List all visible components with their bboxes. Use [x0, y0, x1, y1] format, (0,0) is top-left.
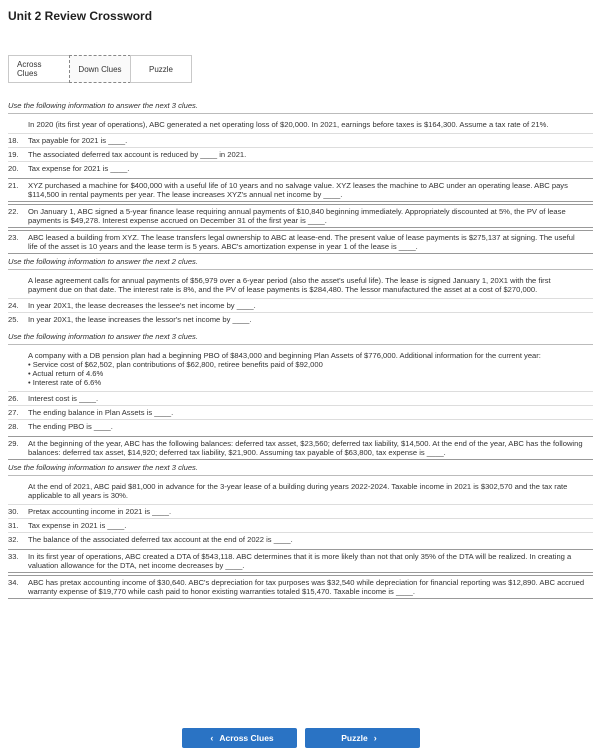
clue-text: On January 1, ABC signed a 5-year finance lease requiring annual payments of $10,840 beginning immediately. Appropriately discounted at 5%, the PV of lease payments is $49,278. Interest expense accrued on December 31 of the first year is ____. [28, 207, 566, 225]
clue-number: 32. [8, 535, 19, 544]
clue-text: The associated deferred tax account is reduced by ____ in 2021. [28, 150, 247, 159]
across-clues-button-label: Across Clues [219, 733, 274, 743]
clue-number: 31. [8, 521, 19, 530]
tab-down-clues[interactable]: Down Clues [69, 55, 131, 83]
group-passage [8, 348, 593, 391]
clue-number: 33. [8, 552, 19, 561]
group-passage: A lease agreement calls for annual payments of $56,979 over a 6-year period (also the asset's useful life). The lease is signed January 1, 20X1 with the first payment due on that date. The interest rate is 8%, and the PV of lease payments is $284,480. The lessor manufactured the asset at a cost of $270,000. [28, 276, 551, 294]
clue-text: In year 20X1, the lease decreases the lessee's net income by ____. [28, 301, 256, 310]
clue-24[interactable] [8, 298, 593, 312]
clue-33[interactable] [8, 549, 593, 573]
clue-18[interactable] [8, 133, 593, 147]
clue-text: At the beginning of the year, ABC has the following balances: deferred tax asset, $23,560; deferred tax liability, $14,500. At the end of the year, ABC has the following balances: deferred tax asset, $14,920; deferred tax liability, $21,900. Assuming tax payable of $63,800, tax expense is ____. [28, 439, 583, 457]
clue-29[interactable] [8, 436, 593, 460]
puzzle-button-label: Puzzle [341, 733, 368, 743]
clue-28[interactable] [8, 419, 593, 433]
chevron-right-icon: › [373, 733, 377, 743]
clue-number: 24. [8, 301, 19, 310]
clue-number: 34. [8, 578, 19, 587]
clue-number: 26. [8, 394, 19, 403]
tab-bar [8, 55, 191, 83]
clue-number: 21. [8, 181, 19, 190]
clue-23[interactable] [8, 230, 593, 254]
clue-19[interactable] [8, 147, 593, 161]
clue-number: 19. [8, 150, 19, 159]
clue-27[interactable] [8, 405, 593, 419]
tab-across-clues[interactable]: Across Clues [8, 55, 70, 83]
passage-bullets [28, 360, 581, 387]
clue-number: 23. [8, 233, 19, 242]
clue-text: Tax expense for 2021 is ____. [28, 164, 130, 173]
clue-text: Interest cost is ____. [28, 394, 99, 403]
clue-22[interactable] [8, 204, 593, 228]
clue-group-4 [8, 460, 593, 546]
clue-number: 30. [8, 507, 19, 516]
clue-text: XYZ purchased a machine for $400,000 with a useful life of 10 years and no salvage value. XYZ leases the machine to ABC under an operating lease. ABC pays $114,500 in rental payments per year. The lease increases XYZ's annual net income by ____. [28, 181, 568, 199]
clue-26[interactable] [8, 391, 593, 405]
group-passage: At the end of 2021, ABC paid $81,000 in advance for the 3-year lease of a building during years 2022-2024. Taxable income in 2021 is $302,570 and the tax rate applicable to all years is 30%. [28, 482, 568, 500]
clue-group-3 [8, 329, 593, 433]
clue-text: Tax expense in 2021 is ____. [28, 521, 127, 530]
clue-text: The ending PBO is ____. [28, 422, 113, 431]
bullet-item: • Service cost of $62,502, plan contributions of $62,800, retiree benefits paid of $92,000 [28, 360, 323, 369]
clue-text: Pretax accounting income in 2021 is ____. [28, 507, 172, 516]
clue-text: The ending balance in Plan Assets is ____. [28, 408, 174, 417]
clue-number: 22. [8, 207, 19, 216]
clue-20[interactable] [8, 161, 593, 175]
clue-number: 29. [8, 439, 19, 448]
group-passage: In 2020 (its first year of operations), ABC generated a net operating loss of $20,000. In 2021, earnings before taxes is $164,300. Assume a tax rate of 21%. [28, 120, 549, 129]
clue-number: 18. [8, 136, 19, 145]
clue-25[interactable] [8, 312, 593, 326]
clue-30[interactable] [8, 504, 593, 518]
group-intro: Use the following information to answer the next 2 clues. [8, 254, 593, 270]
across-clues-button[interactable] [182, 728, 297, 748]
bullet-item: • Actual return of 4.6% [28, 369, 104, 378]
clue-text: In year 20X1, the lease increases the lessor's net income by ____. [28, 315, 252, 324]
clue-group-2 [8, 254, 593, 326]
clue-32[interactable] [8, 532, 593, 546]
passage-text: A company with a DB pension plan had a beginning PBO of $843,000 and beginning Plan Assets of $776,000. Additional information for the current year: [28, 351, 541, 360]
clue-text: The balance of the associated deferred tax account at the end of 2022 is ____. [28, 535, 293, 544]
clue-text: ABC has pretax accounting income of $30,640. ABC's depreciation for tax purposes was $32,540 while depreciation for financial reporting was $12,890. ABC accrued warranty expense of $19,770 while cash paid to honor existing warranties totaled $15,470. Taxable income is ____. [28, 578, 585, 596]
group-intro: Use the following information to answer the next 3 clues. [8, 98, 593, 114]
clue-number: 28. [8, 422, 19, 431]
clue-number: 20. [8, 164, 19, 173]
tab-puzzle[interactable]: Puzzle [130, 55, 192, 83]
group-intro: Use the following information to answer the next 3 clues. [8, 460, 593, 476]
bullet-item: • Interest rate of 6.6% [28, 378, 102, 387]
page-title: Unit 2 Review Crossword [8, 9, 153, 23]
clue-number: 27. [8, 408, 19, 417]
puzzle-button[interactable] [305, 728, 420, 748]
clue-34[interactable] [8, 575, 593, 599]
clue-text: ABC leased a building from XYZ. The lease transfers legal ownership to ABC at lease-end. The present value of lease payments is $275,137 at signing. The useful life of the asset is 10 years and the lease term is 5 years. ABC's amortization expense in year 1 of the lease is ____. [28, 233, 575, 251]
chevron-left-icon: ‹ [210, 733, 214, 743]
clue-list [8, 98, 593, 599]
clue-number: 25. [8, 315, 19, 324]
bottom-nav [0, 728, 601, 748]
clue-31[interactable] [8, 518, 593, 532]
clue-text: Tax payable for 2021 is ____. [28, 136, 128, 145]
group-intro: Use the following information to answer the next 3 clues. [8, 329, 593, 345]
clue-text: In its first year of operations, ABC created a DTA of $543,118. ABC determines that it is more likely than not that only 35% of the DTA will be realized. In creating a valuation allowance for the DTA, net income decreases by ____. [28, 552, 572, 570]
clue-group-1 [8, 98, 593, 175]
clue-21[interactable] [8, 178, 593, 202]
